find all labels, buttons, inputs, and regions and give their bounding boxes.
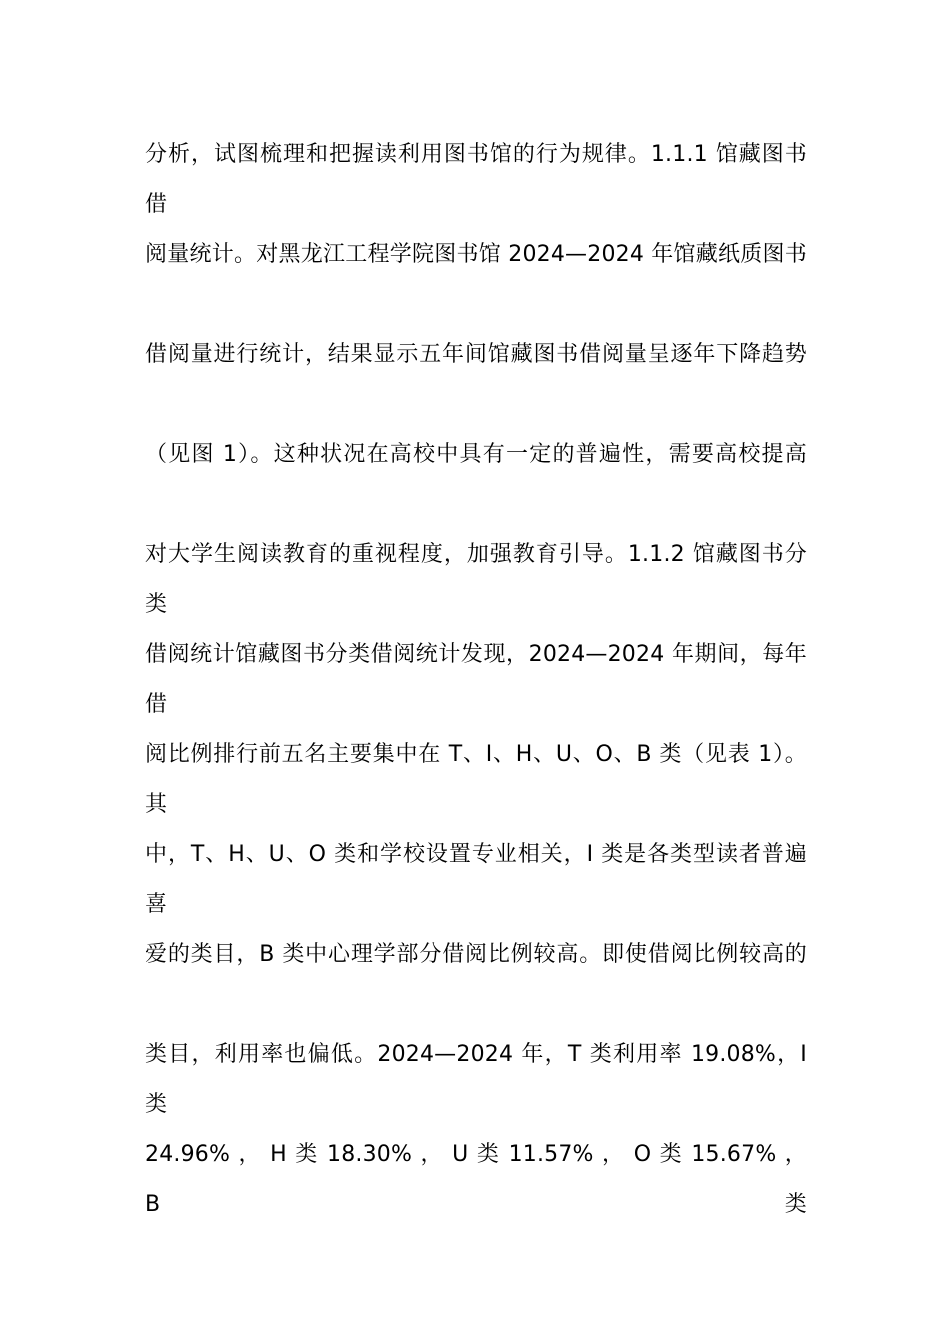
text-line-6: 借阅统计馆藏图书分类借阅统计发现，2024—2024 年期间，每年借 — [145, 642, 807, 717]
text-line-1: 分析，试图梳理和把握读利用图书馆的行为规律。1.1.1 馆藏图书借 — [145, 142, 807, 217]
text-line-9: 爱的类目，B 类中心理学部分借阅比例较高。即使借阅比例较高的 — [145, 942, 807, 967]
text-line-2: 阅量统计。对黑龙江工程学院图书馆 2024—2024 年馆藏纸质图书 — [145, 242, 807, 267]
text-line-5: 对大学生阅读教育的重视程度，加强教育引导。1.1.2 馆藏图书分类 — [145, 542, 807, 617]
text-line-11: 24.96% ， H 类 18.30% ， U 类 11.57% ， O 类 15.67% ， B 类 — [145, 1142, 807, 1217]
text-line-7: 阅比例排行前五名主要集中在 T、I、H、U、O、B 类（见表 1）。其 — [145, 742, 807, 817]
text-line-8: 中，T、H、U、O 类和学校设置专业相关，I 类是各类型读者普遍喜 — [145, 842, 807, 917]
body-text — [145, 130, 807, 1230]
text-line-3: 借阅量进行统计，结果显示五年间馆藏图书借阅量呈逐年下降趋势 — [145, 342, 807, 367]
text-line-10: 类目，利用率也偏低。2024—2024 年，T 类利用率 19.08%，I 类 — [145, 1042, 807, 1117]
text-line-4: （见图 1）。这种状况在高校中具有一定的普遍性，需要高校提高 — [145, 442, 807, 467]
